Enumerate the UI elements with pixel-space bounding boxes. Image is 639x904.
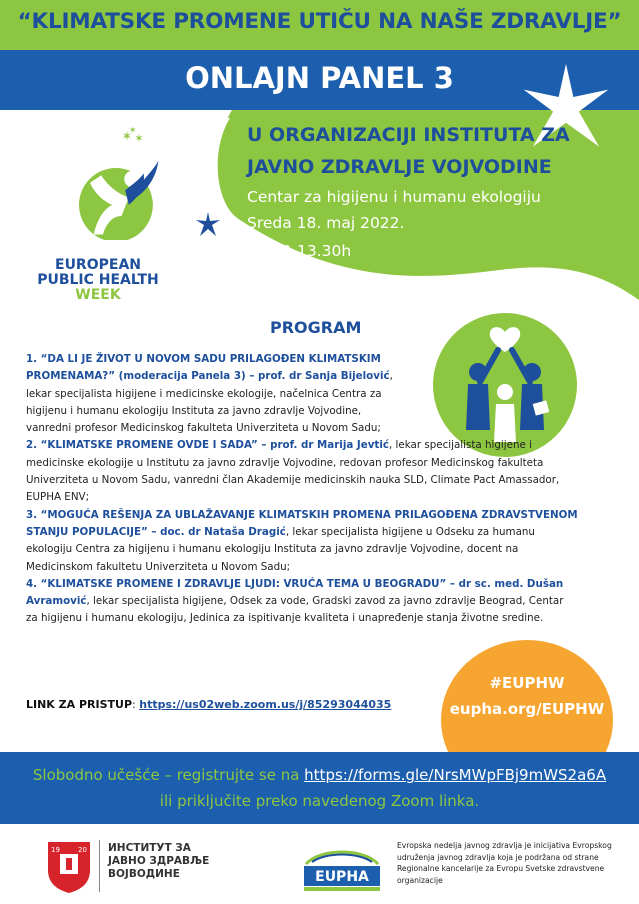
eph-logo-text — [18, 258, 178, 303]
item-2-line: medicinske ekologije u Institutu za javno zdravlje Vojvodine, redovan profesor Medicinskog fakulteta — [26, 456, 544, 469]
registration-line-2: ili priključite preko navedenog Zoom linka. — [159, 792, 480, 810]
event-date: Sreda 18. maj 2022. — [247, 214, 405, 232]
eph-line-1: EUROPEAN — [55, 257, 141, 273]
item-4-title-2: Avramović — [26, 595, 87, 608]
item-3-title-1: 3. “MOGUĆA REŠENJA ZA UBLAŽAVANJE KLIMATSKIH PROMENA PRILAGOĐENA ZDRAVSTVENOM — [26, 508, 578, 521]
european-public-health-week-logo — [30, 120, 200, 240]
item-1-line: higijenu i humanu ekologiju Instituta za javno zdravlje Vojvodine, — [26, 404, 362, 417]
eupha-note: Evropska nedelja javnog zdravlja je inicijativa Evropskog udruženja javnog zdravlja koja je podržana od strane Regionalne kancelarije za Evropu Svetske zdravstvene organizacije — [397, 841, 612, 885]
item-4-line: za higijenu i humanu ekologiju, Jedinica za ispitivanje kvaliteta i unapređenje stanja životne sredine. — [26, 612, 544, 625]
item-2-title-1: 2. “KLIMATSKE PROMENE OVDE I SADA” – prof. dr Marija Jevtić — [26, 439, 389, 452]
eupha-site: eupha.org/EUPHW — [449, 700, 605, 718]
registration-line-1 — [0, 766, 639, 784]
hashtag: #EUPHW — [489, 674, 565, 692]
svg-text:✶: ✶ — [134, 132, 144, 146]
footer — [0, 824, 639, 904]
top-banner — [0, 0, 639, 50]
organizer-line-2: JAVNO ZDRAVLJE VOJVODINE — [247, 156, 552, 178]
event-time: 12.00-13.30h — [247, 242, 352, 260]
access-colon: : — [132, 698, 140, 711]
eph-line-2: PUBLIC HEALTH — [37, 272, 159, 288]
footer-divider — [99, 840, 100, 892]
institute-line-1: ИНСТИТУТ ЗА — [108, 842, 191, 854]
shield-year-left: 19 — [51, 846, 60, 854]
shield-year-right: 20 — [78, 846, 87, 854]
institute-line-2: ЈАВНО ЗДРАВЉЕ — [108, 855, 210, 867]
item-1-title-1: 1. “DA LI JE ŽIVOT U NOVOM SADU PRILAGOĐEN KLIMATSKIM — [26, 353, 381, 365]
zoom-link[interactable]: https://us02web.zoom.us/j/85293044035 — [139, 698, 392, 711]
eph-line-3: WEEK — [75, 287, 121, 303]
access-label: LINK ZA PRISTUP — [26, 698, 133, 711]
item-1-line: lekar specijalista higijene i medicinske ekologije, načelnica Centra za — [26, 387, 382, 400]
item-2-title-tail: , lekar specijalista higijene i — [389, 439, 532, 452]
institute-line-3: ВОЈВОДИНЕ — [108, 868, 180, 880]
item-1-line: vanredni profesor Medicinskog fakulteta Univerziteta u Novom Sadu; — [26, 422, 381, 435]
svg-text:✶: ✶ — [121, 129, 133, 145]
center-name: Centar za higijenu i humanu ekologiju — [247, 188, 541, 206]
institute-name — [108, 842, 209, 881]
eupha-logo-text: EUPHA — [315, 869, 369, 885]
item-2-line: EUPHA ENV; — [26, 491, 90, 504]
registration-link[interactable]: https://forms.gle/NrsMWpFBj9mWS2a6A — [304, 766, 607, 784]
access-link-line — [26, 698, 391, 711]
registration-text: Slobodno učešće – registrujte se na — [32, 766, 305, 784]
item-3-line: Medicinskom fakultetu Univerziteta u Novom Sadu; — [26, 560, 291, 573]
item-1-title-2: PROMENAMA?” (moderacija Panela 3) – prof. dr Sanja Bijelović — [26, 370, 390, 383]
item-3-title-2: STANJU POPULACIJE” – doc. dr Nataša Dragić — [26, 525, 286, 538]
item-1-title-tail: , — [389, 370, 393, 383]
registration-band — [0, 752, 639, 824]
item-3-line: ekologiju Centra za higijenu i humanu ekologiju Instituta za javno zdravlje Vojvodine, docent na — [26, 543, 519, 556]
item-2-line: Univerziteta u Novom Sadu, vanredni član Akademije medicinskih nauka SLD, Climate Pact Amassador, — [26, 474, 560, 487]
item-3-title-tail: , lekar specijalista higijene u Odseku za humanu — [285, 525, 535, 538]
item-4-title-1: 4. “KLIMATSKE PROMENE I ZDRAVLJE LJUDI: VRUĆA TEMA U BEOGRADU” – dr sc. med. Dušan — [26, 577, 564, 590]
program-heading: PROGRAM — [270, 318, 362, 337]
organizer-line-1: U ORGANIZACIJI INSTITUTA ZA — [247, 124, 570, 146]
program-text — [26, 351, 586, 628]
eupha-logo — [300, 842, 384, 894]
item-4-title-tail: , lekar specijalista higijene, Odsek za vode, Gradski zavod za javno zdravlje Beograd, Centar — [86, 595, 564, 608]
institute-shield-logo — [46, 840, 92, 894]
euphw-badge — [438, 640, 616, 770]
panel-title: ONLAJN PANEL 3 — [185, 61, 454, 95]
svg-text:✶: ✶ — [128, 124, 137, 136]
event-title: “KLIMATSKE PROMENE UTIČU NA NAŠE ZDRAVLJE” — [17, 9, 622, 34]
